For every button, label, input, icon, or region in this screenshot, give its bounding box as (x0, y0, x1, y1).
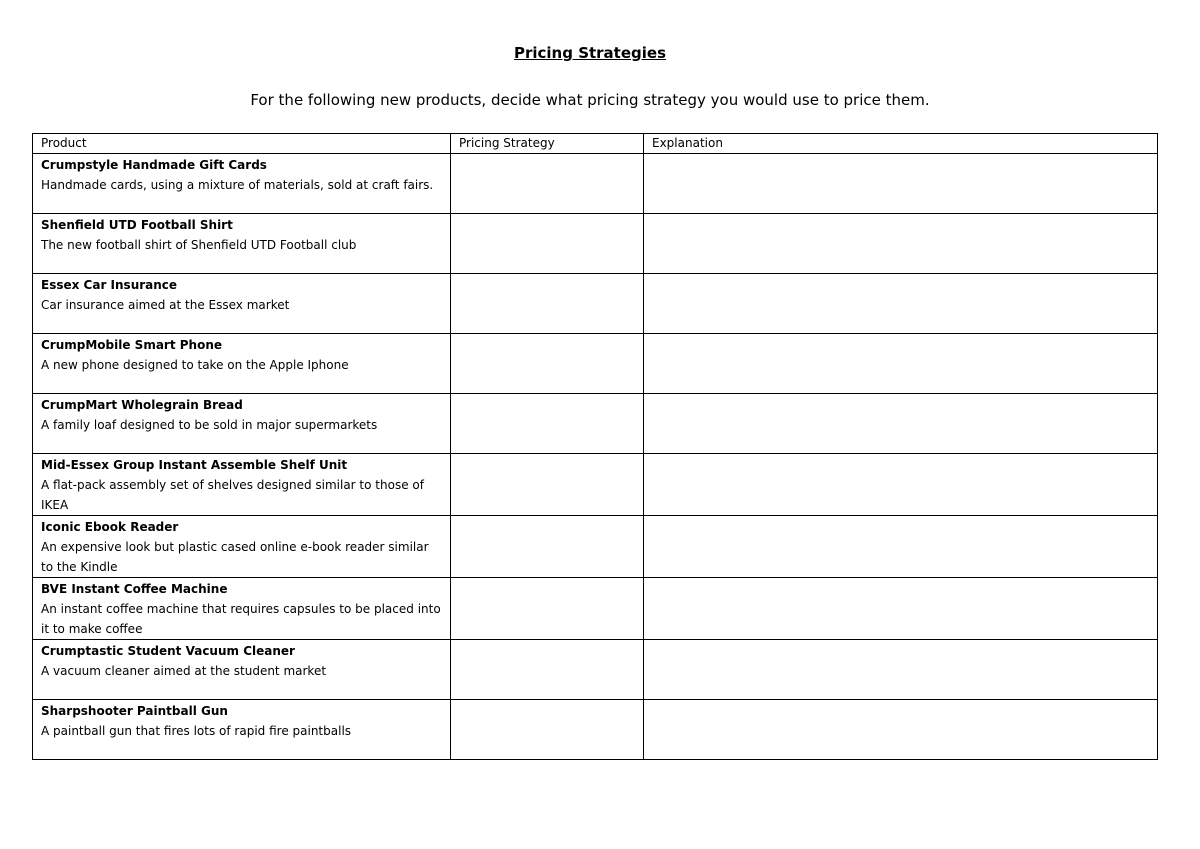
product-description: A new phone designed to take on the Apple Iphone (41, 358, 349, 372)
header-explanation: Explanation (644, 134, 1158, 154)
pricing-strategy-cell[interactable] (451, 640, 644, 700)
pricing-strategy-cell[interactable] (451, 700, 644, 760)
pricing-strategy-cell[interactable] (451, 394, 644, 454)
product-cell (33, 274, 451, 334)
product-name: CrumpMart Wholegrain Bread (41, 398, 243, 412)
product-description: Car insurance aimed at the Essex market (41, 298, 290, 312)
product-description: A flat-pack assembly set of shelves designed similar to those of IKEA (41, 478, 424, 512)
product-description: An expensive look but plastic cased online e-book reader similar to the Kindle (41, 540, 429, 574)
explanation-cell[interactable] (644, 154, 1158, 214)
table-row (33, 516, 1158, 578)
product-name: BVE Instant Coffee Machine (41, 582, 228, 596)
table-row (33, 274, 1158, 334)
product-name: Sharpshooter Paintball Gun (41, 704, 228, 718)
product-name: Crumptastic Student Vacuum Cleaner (41, 644, 295, 658)
table-row (33, 578, 1158, 640)
explanation-cell[interactable] (644, 516, 1158, 578)
pricing-table (32, 133, 1158, 760)
pricing-strategy-cell[interactable] (451, 454, 644, 516)
product-description: A vacuum cleaner aimed at the student market (41, 664, 327, 678)
product-name: Essex Car Insurance (41, 278, 178, 292)
product-cell (33, 700, 451, 760)
table-row (33, 640, 1158, 700)
product-cell (33, 334, 451, 394)
pricing-strategy-cell[interactable] (451, 154, 644, 214)
product-cell (33, 154, 451, 214)
table-row (33, 454, 1158, 516)
pricing-strategy-cell[interactable] (451, 334, 644, 394)
product-cell (33, 578, 451, 640)
product-name: Iconic Ebook Reader (41, 520, 179, 534)
page-title: Pricing Strategies (513, 44, 667, 62)
product-cell (33, 454, 451, 516)
product-cell (33, 394, 451, 454)
explanation-cell[interactable] (644, 454, 1158, 516)
pricing-strategy-cell[interactable] (451, 274, 644, 334)
explanation-cell[interactable] (644, 274, 1158, 334)
product-description: A family loaf designed to be sold in major supermarkets (41, 418, 378, 432)
table-row (33, 154, 1158, 214)
product-cell (33, 640, 451, 700)
table-row (33, 334, 1158, 394)
header-row (33, 134, 1158, 154)
table-row (33, 394, 1158, 454)
product-name: Shenfield UTD Football Shirt (41, 218, 233, 232)
pricing-strategy-cell[interactable] (451, 516, 644, 578)
explanation-cell[interactable] (644, 334, 1158, 394)
table-row (33, 214, 1158, 274)
product-cell (33, 214, 451, 274)
pricing-strategy-cell[interactable] (451, 214, 644, 274)
header-pricing-strategy: Pricing Strategy (451, 134, 644, 154)
pricing-strategy-cell[interactable] (451, 578, 644, 640)
instruction-text: For the following new products, decide what pricing strategy you would use to price them. (250, 91, 930, 109)
explanation-cell[interactable] (644, 214, 1158, 274)
explanation-cell[interactable] (644, 578, 1158, 640)
explanation-cell[interactable] (644, 640, 1158, 700)
product-name: Crumpstyle Handmade Gift Cards (41, 158, 267, 172)
table-row (33, 700, 1158, 760)
product-description: A paintball gun that fires lots of rapid fire paintballs (41, 724, 352, 738)
product-cell (33, 516, 451, 578)
product-description: Handmade cards, using a mixture of materials, sold at craft fairs. (41, 178, 434, 192)
product-description: An instant coffee machine that requires capsules to be placed into it to make coffee (41, 602, 441, 636)
header-product: Product (33, 134, 451, 154)
explanation-cell[interactable] (644, 700, 1158, 760)
product-description: The new football shirt of Shenfield UTD Football club (41, 238, 357, 252)
product-name: CrumpMobile Smart Phone (41, 338, 223, 352)
product-name: Mid-Essex Group Instant Assemble Shelf Unit (41, 458, 348, 472)
explanation-cell[interactable] (644, 394, 1158, 454)
